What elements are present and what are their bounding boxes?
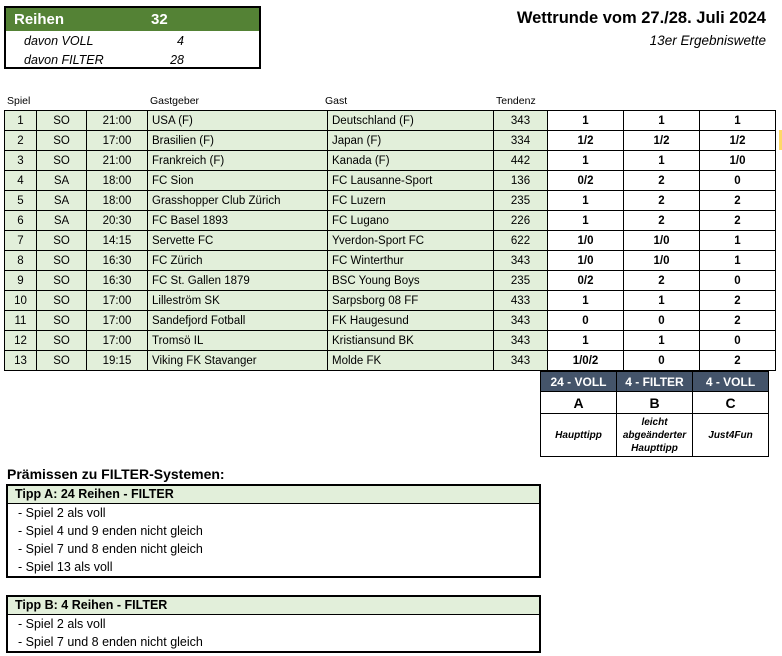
game-gastgeber-cell: Lilleström SK: [148, 291, 328, 311]
game-gastgeber-cell: FC Zürich: [148, 251, 328, 271]
premisse-b-header: Tipp B: 4 Reihen - FILTER: [8, 597, 539, 615]
game-gastgeber-cell: Viking FK Stavanger: [148, 351, 328, 371]
game-time-cell: 16:30: [87, 251, 148, 271]
game-time-cell: 21:00: [87, 151, 148, 171]
game-gast-cell: Yverdon-Sport FC: [328, 231, 494, 251]
game-time-cell: 19:15: [87, 351, 148, 371]
game-tendenz-cell: 433: [494, 291, 548, 311]
game-spiel-nr-cell: 13: [5, 351, 37, 371]
game-spiel-nr-cell: 10: [5, 291, 37, 311]
game-row: [5, 251, 776, 271]
game-gast-cell: FC Winterthur: [328, 251, 494, 271]
game-row: [5, 311, 776, 331]
game-tipp-b-cell: 1/0: [624, 251, 700, 271]
game-gastgeber-cell: Frankreich (F): [148, 151, 328, 171]
game-tipp-c-cell: 0: [700, 171, 776, 191]
game-gast-cell: Japan (F): [328, 131, 494, 151]
game-spiel-nr-cell: 12: [5, 331, 37, 351]
game-row: [5, 171, 776, 191]
game-day-cell: SO: [37, 251, 87, 271]
page-title: Wettrunde vom 27./28. Juli 2024: [516, 9, 766, 27]
premisse-a-header: Tipp A: 24 Reihen - FILTER: [8, 486, 539, 504]
premisse-a-item: - Spiel 2 als voll: [18, 506, 106, 520]
game-tipp-b-cell: 2: [624, 191, 700, 211]
game-tipp-a-cell: 0: [548, 311, 624, 331]
game-day-cell: SO: [37, 271, 87, 291]
game-gast-cell: BSC Young Boys: [328, 271, 494, 291]
game-day-cell: SA: [37, 171, 87, 191]
game-gastgeber-cell: Tromsö IL: [148, 331, 328, 351]
game-tendenz-cell: 343: [494, 331, 548, 351]
game-spiel-nr-cell: 4: [5, 171, 37, 191]
tipp-a-desc: Haupttipp: [541, 414, 617, 457]
game-tipp-c-cell: 0: [700, 271, 776, 291]
summary-label: Reihen: [14, 11, 65, 28]
game-day-cell: SA: [37, 211, 87, 231]
tipp-c-desc: Just4Fun: [693, 414, 769, 457]
game-tendenz-cell: 343: [494, 311, 548, 331]
game-tipp-b-cell: 2: [624, 211, 700, 231]
premisse-a-item: - Spiel 7 und 8 enden nicht gleich: [18, 542, 203, 556]
game-tipp-b-cell: 1/0: [624, 231, 700, 251]
game-spiel-nr-cell: 3: [5, 151, 37, 171]
game-tipp-a-cell: 1: [548, 111, 624, 131]
game-spiel-nr-cell: 2: [5, 131, 37, 151]
game-gastgeber-cell: Grasshopper Club Zürich: [148, 191, 328, 211]
col-header-gast: Gast: [325, 95, 348, 107]
game-time-cell: 17:00: [87, 291, 148, 311]
game-tipp-b-cell: 1: [624, 291, 700, 311]
game-gast-cell: FC Lausanne-Sport: [328, 171, 494, 191]
game-tipp-b-cell: 1: [624, 111, 700, 131]
game-tipp-c-cell: 1: [700, 111, 776, 131]
game-gast-cell: Molde FK: [328, 351, 494, 371]
game-spiel-nr-cell: 1: [5, 111, 37, 131]
game-spiel-nr-cell: 9: [5, 271, 37, 291]
game-tipp-c-cell: 1/0: [700, 151, 776, 171]
summary-voll-value: 4: [177, 34, 184, 48]
game-tipp-c-cell: 2: [700, 311, 776, 331]
game-gast-cell: Kristiansund BK: [328, 331, 494, 351]
tipp-c-letter: C: [693, 392, 769, 414]
game-spiel-nr-cell: 11: [5, 311, 37, 331]
game-spiel-nr-cell: 8: [5, 251, 37, 271]
game-time-cell: 21:00: [87, 111, 148, 131]
game-tendenz-cell: 343: [494, 111, 548, 131]
game-tipp-b-cell: 2: [624, 271, 700, 291]
game-tendenz-cell: 343: [494, 351, 548, 371]
game-spiel-nr-cell: 6: [5, 211, 37, 231]
premisse-b-item: - Spiel 7 und 8 enden nicht gleich: [18, 635, 203, 649]
game-day-cell: SO: [37, 151, 87, 171]
game-row: [5, 151, 776, 171]
game-gast-cell: Deutschland (F): [328, 111, 494, 131]
game-day-cell: SO: [37, 291, 87, 311]
game-tipp-c-cell: 2: [700, 291, 776, 311]
game-tendenz-cell: 226: [494, 211, 548, 231]
tipp-c-header: 4 - VOLL: [693, 372, 769, 392]
game-gast-cell: Kanada (F): [328, 151, 494, 171]
game-tipp-a-cell: 1: [548, 151, 624, 171]
premisse-a-item: - Spiel 4 und 9 enden nicht gleich: [18, 524, 203, 538]
game-tipp-a-cell: 1/0: [548, 251, 624, 271]
game-tipp-b-cell: 0: [624, 311, 700, 331]
game-day-cell: SO: [37, 351, 87, 371]
game-tipp-a-cell: 0/2: [548, 171, 624, 191]
game-time-cell: 17:00: [87, 331, 148, 351]
col-header-tendenz: Tendenz: [496, 95, 536, 107]
game-time-cell: 20:30: [87, 211, 148, 231]
game-time-cell: 17:00: [87, 131, 148, 151]
tipp-a-header: 24 - VOLL: [541, 372, 617, 392]
premisse-b-item: - Spiel 2 als voll: [18, 617, 106, 631]
premisse-b-box: [6, 595, 541, 653]
game-day-cell: SA: [37, 191, 87, 211]
premisse-a-box: [6, 484, 541, 578]
game-tendenz-cell: 136: [494, 171, 548, 191]
tipp-a-letter: A: [541, 392, 617, 414]
game-spiel-nr-cell: 5: [5, 191, 37, 211]
game-day-cell: SO: [37, 111, 87, 131]
game-tipp-b-cell: 2: [624, 171, 700, 191]
game-tipp-b-cell: 1: [624, 151, 700, 171]
game-time-cell: 16:30: [87, 271, 148, 291]
premisses-title: Prämissen zu FILTER-Systemen:: [7, 466, 225, 482]
game-gastgeber-cell: FC Basel 1893: [148, 211, 328, 231]
game-gastgeber-cell: FC Sion: [148, 171, 328, 191]
game-day-cell: SO: [37, 331, 87, 351]
game-tipp-a-cell: 1/0/2: [548, 351, 624, 371]
summary-header: [6, 8, 259, 31]
game-tipp-a-cell: 0/2: [548, 271, 624, 291]
game-tipp-c-cell: 1: [700, 231, 776, 251]
game-tendenz-cell: 442: [494, 151, 548, 171]
tipps-table: [540, 371, 769, 457]
game-row: [5, 351, 776, 371]
game-day-cell: SO: [37, 231, 87, 251]
game-time-cell: 18:00: [87, 171, 148, 191]
game-row: [5, 231, 776, 251]
game-gastgeber-cell: Brasilien (F): [148, 131, 328, 151]
tipp-b-header: 4 - FILTER: [617, 372, 693, 392]
game-row: [5, 291, 776, 311]
game-row: [5, 271, 776, 291]
game-time-cell: 14:15: [87, 231, 148, 251]
page-subtitle: 13er Ergebniswette: [649, 33, 766, 48]
summary-voll-label: davon VOLL: [24, 34, 94, 48]
tipps-letter-row: [541, 392, 769, 414]
col-header-spiel: Spiel: [7, 95, 31, 107]
game-tendenz-cell: 235: [494, 191, 548, 211]
game-tipp-a-cell: 1: [548, 291, 624, 311]
tipp-b-letter: B: [617, 392, 693, 414]
game-spiel-nr-cell: 7: [5, 231, 37, 251]
col-header-gastgeber: Gastgeber: [150, 95, 200, 107]
game-tipp-c-cell: 2: [700, 211, 776, 231]
games-table: [4, 110, 776, 371]
game-tipp-b-cell: 1: [624, 331, 700, 351]
game-day-cell: SO: [37, 311, 87, 331]
game-gastgeber-cell: Sandefjord Fotball: [148, 311, 328, 331]
game-time-cell: 18:00: [87, 191, 148, 211]
game-tipp-a-cell: 1/0: [548, 231, 624, 251]
summary-filter-value: 28: [170, 53, 184, 67]
summary-filter-row: [6, 51, 259, 70]
game-row: [5, 331, 776, 351]
game-row: [5, 191, 776, 211]
game-tipp-b-cell: 0: [624, 351, 700, 371]
game-tipp-c-cell: 2: [700, 191, 776, 211]
tipps-desc-row: [541, 414, 769, 457]
game-tipp-c-cell: 2: [700, 351, 776, 371]
premisse-a-item: - Spiel 13 als voll: [18, 560, 113, 574]
game-day-cell: SO: [37, 131, 87, 151]
tipps-header-row: [541, 372, 769, 392]
game-time-cell: 17:00: [87, 311, 148, 331]
game-tendenz-cell: 343: [494, 251, 548, 271]
game-row: [5, 111, 776, 131]
game-tipp-a-cell: 1: [548, 191, 624, 211]
summary-filter-label: davon FILTER: [24, 53, 104, 67]
game-gast-cell: FC Luzern: [328, 191, 494, 211]
game-tendenz-cell: 235: [494, 271, 548, 291]
game-tipp-c-cell: 0: [700, 331, 776, 351]
game-tendenz-cell: 334: [494, 131, 548, 151]
game-gastgeber-cell: Servette FC: [148, 231, 328, 251]
game-gast-cell: FC Lugano: [328, 211, 494, 231]
game-tipp-b-cell: 1/2: [624, 131, 700, 151]
summary-voll-row: [6, 32, 259, 51]
game-gastgeber-cell: USA (F): [148, 111, 328, 131]
game-tipp-c-cell: 1: [700, 251, 776, 271]
tipp-b-desc: leicht abgeänderter Haupttipp: [617, 414, 693, 457]
game-gastgeber-cell: FC St. Gallen 1879: [148, 271, 328, 291]
game-tipp-a-cell: 1/2: [548, 131, 624, 151]
game-tipp-a-cell: 1: [548, 331, 624, 351]
game-row: [5, 211, 776, 231]
game-tendenz-cell: 622: [494, 231, 548, 251]
game-row: [5, 131, 776, 151]
game-tipp-a-cell: 1: [548, 211, 624, 231]
game-gast-cell: FK Haugesund: [328, 311, 494, 331]
game-gast-cell: Sarpsborg 08 FF: [328, 291, 494, 311]
summary-box: [4, 6, 261, 69]
summary-value: 32: [151, 11, 168, 28]
game-tipp-c-cell: 1/2: [700, 131, 776, 151]
